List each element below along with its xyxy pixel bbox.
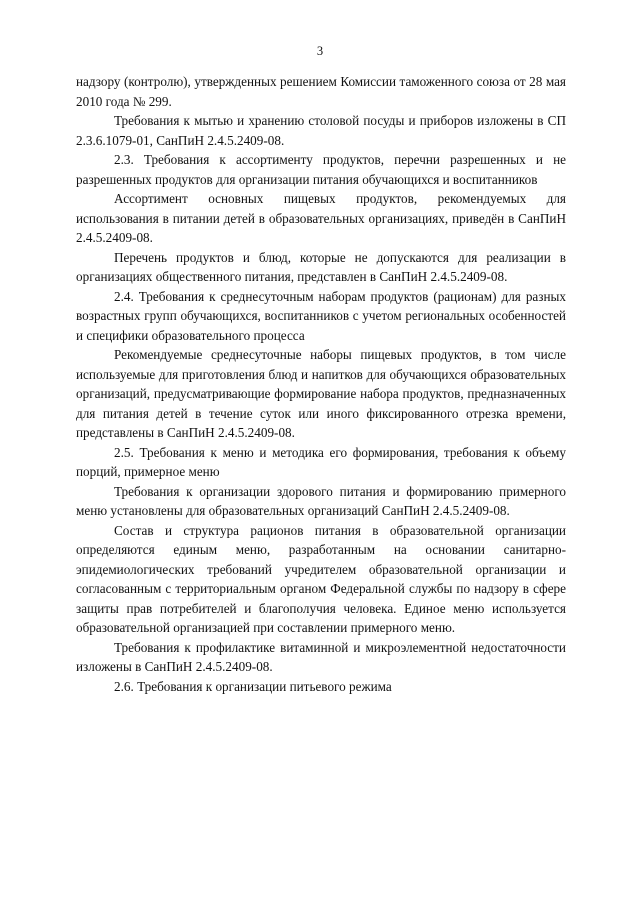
paragraph-continuation: надзору (контролю), утвержденных решением Комиссии таможенного союза от 28 мая 2010 года № 299. — [76, 74, 566, 109]
section-heading-2-3: 2.3. Требования к ассортименту продуктов, перечни разрешенных и не разрешенных продуктов для организации питания обучающихся и воспитанников — [76, 152, 566, 187]
paragraph-menu-requirements: Требования к организации здорового питания и формированию примерного меню установлены для образовательных организаций СанПиН 2.4.5.2409-08. — [76, 483, 566, 518]
paragraph-daily-sets: Рекомендуемые среднесуточные наборы пищевых продуктов, в том числе используемые для приготовления блюд и напитков для обучающихся образовательных организаций, предусматривающие формирование набора продуктов, предназначенных для питания детей в течение суток или иного фиксированного отрезка времени, представлены в СанПиН 2.4.5.2409-08. — [76, 347, 566, 440]
paragraph-assortment: Ассортимент основных пищевых продуктов, рекомендуемых для использования в питании детей в образовательных организациях, приведён в СанПиН 2.4.5.2409-08. — [76, 191, 566, 245]
section-heading-2-5: 2.5. Требования к меню и методика его формирования, требования к объему порций, примерное меню — [76, 444, 566, 479]
document-body — [76, 72, 566, 696]
section-heading-2-4: 2.4. Требования к среднесуточным наборам продуктов (рационам) для разных возрастных групп обучающихся, воспитанников с учетом региональных особенностей и специфики образовательного процесса — [76, 288, 566, 343]
page-number: 3 — [316, 44, 324, 58]
section-heading-2-6: 2.6. Требования к организации питьевого режима — [114, 678, 392, 694]
paragraph-ration-structure: Состав и структура рационов питания в образовательной организации определяются единым меню, разработанным на основании санитарно-эпидемиологических требований учредителем образовательной организации и согласованным с территориальным органом Федеральной службы по надзору в сфере защиты прав потребителей и благополучия человека. Единое меню используется образовательной организацией при составлении примерного меню. — [76, 522, 566, 635]
paragraph-vitamin-prophylaxis: Требования к профилактике витаминной и микроэлементной недостаточности изложены в СанПиН 2.4.5.2409-08. — [76, 639, 566, 674]
paragraph-prohibited-list: Перечень продуктов и блюд, которые не допускаются для реализации в организациях общественного питания, представлен в СанПиН 2.4.5.2409-08. — [76, 249, 566, 284]
paragraph-dishwashing: Требования к мытью и хранению столовой посуды и приборов изложены в СП 2.3.6.1079-01, СанПиН 2.4.5.2409-08. — [76, 113, 566, 148]
